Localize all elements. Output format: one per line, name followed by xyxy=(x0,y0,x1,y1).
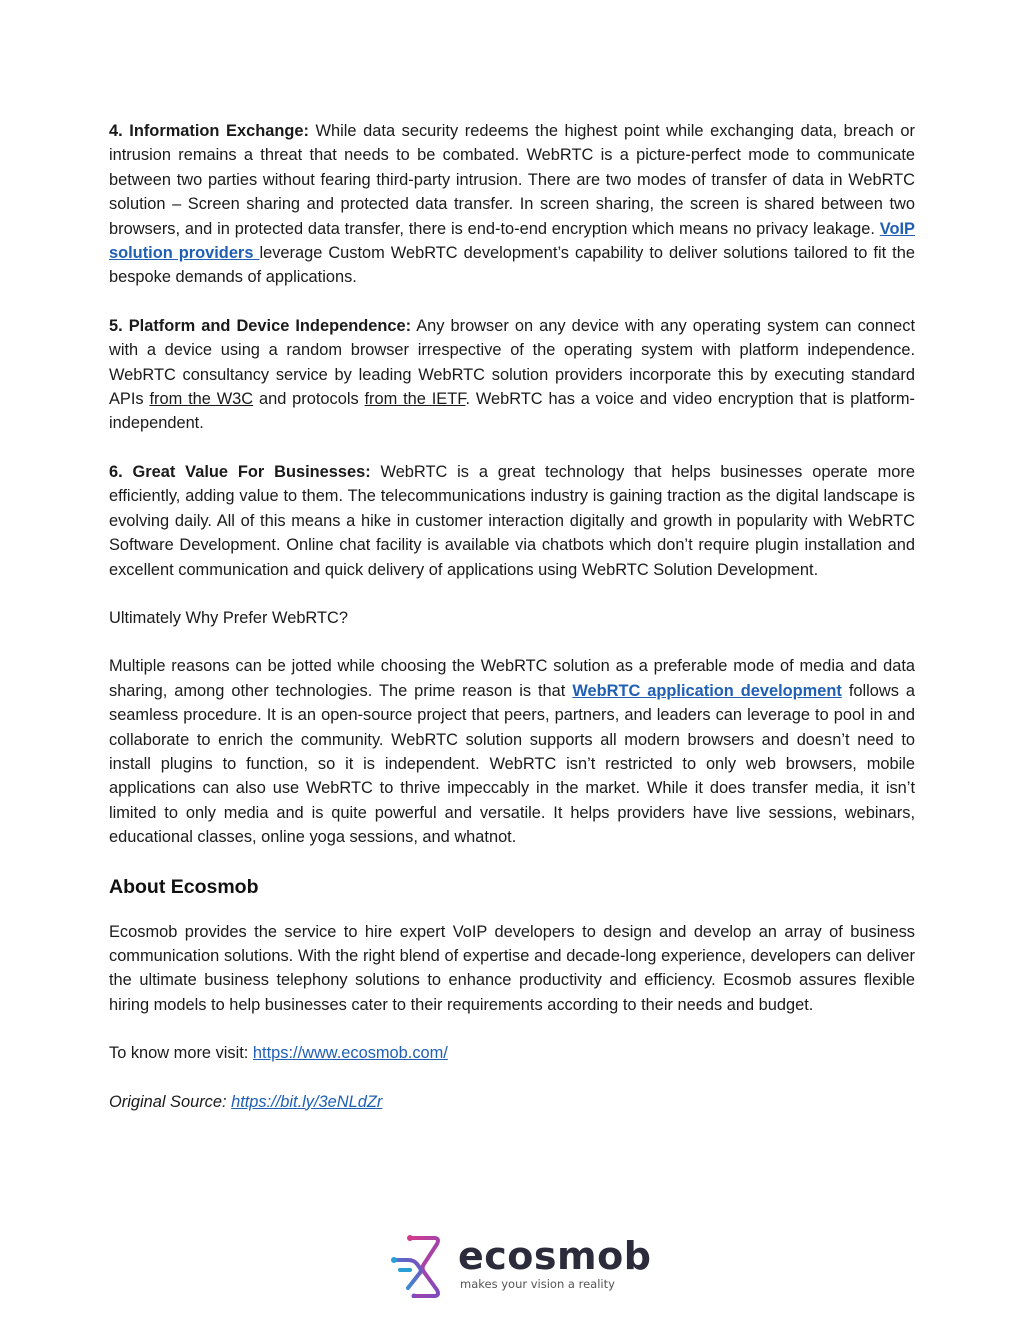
ietf-link[interactable]: from the IETF xyxy=(364,390,466,409)
ecosmob-logo-icon xyxy=(390,1234,452,1298)
voip-solution-providers-link[interactable]: VoIP solution providers xyxy=(109,219,915,263)
section-great-value xyxy=(109,460,915,582)
why-heading: Ultimately Why Prefer WebRTC? xyxy=(109,608,348,627)
about-heading: About Ecosmob xyxy=(109,875,259,898)
source-line xyxy=(109,1090,915,1114)
webrtc-app-dev-link[interactable]: WebRTC application development xyxy=(572,681,842,700)
section-information-exchange xyxy=(109,119,915,290)
section-text: Any browser on any device with any operating system can connect with a device using a random browser irrespective of the operating system with platform independence. WebRTC consultancy service by leading WebRTC solution providers incorporate this by executing standard APIs xyxy=(109,316,915,409)
visit-line xyxy=(109,1041,915,1065)
section-text: leverage Custom WebRTC development’s capability to deliver solutions tailored to fit the bespoke demands of applications. xyxy=(109,244,915,287)
section-text: follows a seamless procedure. It is an open-source project that peers, partners, and leaders can leverage to pool in and collaborate to enrich the community. WebRTC solution supports all modern browsers and doesn’t need to install plugins to function, so it is independent. WebRTC isn’t restricted to only web browsers, mobile applications can also use WebRTC to thrive impeccably in the market. While it does transfer media, it isn’t limited to only media and is quite powerful and versatile. It helps providers have live sessions, webinars, educational classes, online yoga sessions, and whatnot. xyxy=(109,681,916,847)
original-source-url: https://bit.ly/3eNLdZr xyxy=(231,1092,383,1111)
source-label: Original Source: xyxy=(109,1092,232,1111)
document-body xyxy=(109,119,915,1114)
visit-label: To know more visit: xyxy=(109,1044,253,1063)
section-text: and protocols xyxy=(253,390,365,409)
section-text: . WebRTC has a voice and video encryption that is platform-independent. xyxy=(109,390,915,433)
section-label: 6. Great Value For Businesses: xyxy=(109,462,371,481)
section-text: While data security redeems the highest point while exchanging data, breach or intrusion remains a threat that needs to be combated. WebRTC is a picture-perfect mode to communicate between two parties without fearing third-party intrusion. There are two modes of transfer of data in WebRTC solution – Screen sharing and protected data transfer. In screen sharing, the screen is shared between two browsers, and in protected data transfer, there is end-to-end encryption which means no privacy leakage. xyxy=(109,122,915,238)
section-label: 4. Information Exchange: xyxy=(109,122,309,140)
w3c-link[interactable]: from the W3C xyxy=(149,390,254,409)
logo-tagline: makes your vision a reality xyxy=(460,1277,615,1291)
ecosmob-logo xyxy=(390,1234,652,1298)
about-paragraph: Ecosmob provides the service to hire expert VoIP developers to design and develop an array of business communication solutions. With the right blend of expertise and decade-long experience, developers can deliver the ultimate business telephony solutions to enhance productivity and efficiency. Ecosmob assures flexible hiring models to help businesses cater to their requirements according to their needs and budget. xyxy=(109,922,915,1014)
section-platform-independence xyxy=(109,314,915,436)
original-source-link[interactable] xyxy=(231,1093,382,1111)
why-paragraph xyxy=(109,654,915,849)
section-text: WebRTC is a great technology that helps businesses operate more efficiently, adding value to them. The telecommunications industry is gaining traction as the digital landscape is evolving daily. All of this means a hike in customer interaction digitally and growth in popularity with WebRTC Software Development. Online chat facility is available via chatbots which don’t require plugin installation and excellent communication and quick delivery of applications using WebRTC Solution Development. xyxy=(109,462,915,579)
logo-wordmark: ecosmob xyxy=(458,1234,652,1278)
ecosmob-website-link[interactable]: https://www.ecosmob.com/ xyxy=(252,1044,448,1063)
section-text: Multiple reasons can be jotted while choosing the WebRTC solution as a preferable mode of media and data sharing, among other technologies. The prime reason is that xyxy=(109,657,915,700)
section-label: 5. Platform and Device Independence: xyxy=(109,316,412,335)
